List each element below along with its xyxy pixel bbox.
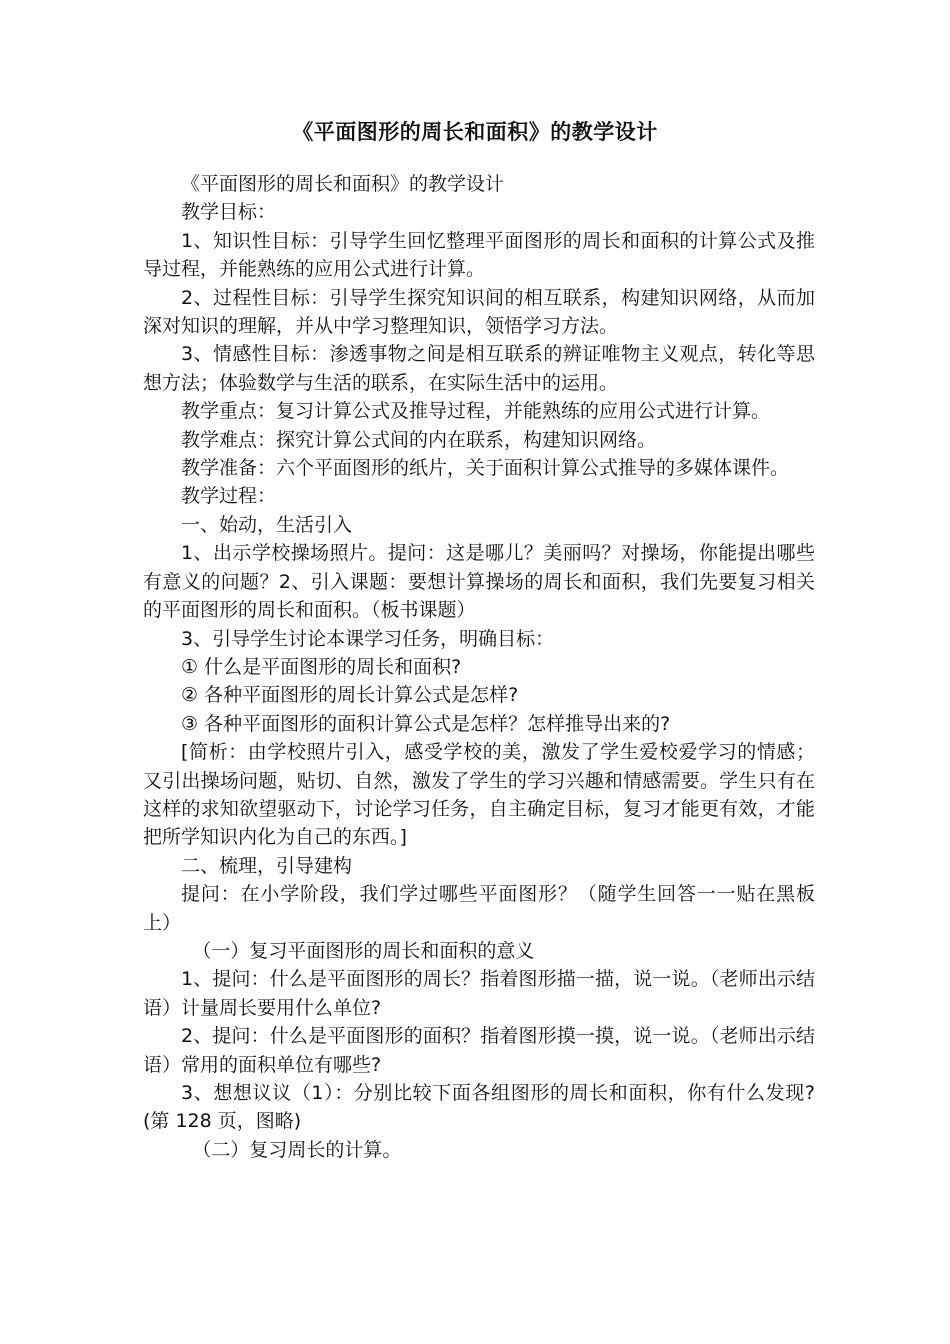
- list-item-goal-1: ① 什么是平面图形的周长和面积?: [181, 655, 462, 678]
- paragraph-objective-knowledge: 1、知识性目标：引导学生回忆整理平面图形的周长和面积的计算公式及推导过程，并能熟练的应用公式进行计算。: [143, 229, 815, 281]
- list-item-goal-2: ② 各种平面图形的周长计算公式是怎样?: [181, 684, 519, 707]
- paragraph-section-two: 二、梳理，引导建构: [181, 854, 353, 877]
- paragraph-section-one: 一、始动，生活引入: [181, 513, 353, 536]
- paragraph-analysis: [简析：由学校照片引入，感受学校的美，激发了学生爱校爱学习的情感；又引出操场问题，贴切、自然，激发了学生的学习兴趣和情感需要。学生只有在这样的求知欲望驱动下，讨论学习任务，自主确定目标，复习才能更有效，才能把所学知识内化为自己的东西。]: [143, 741, 815, 849]
- paragraph-subsection-two: （二）复习周长的计算。: [192, 1138, 402, 1161]
- paragraph-objective-emotion: 3、情感性目标：渗透事物之间是相互联系的辨证唯物主义观点，转化等思想方法；体验数学与生活的联系，在实际生活中的运用。: [143, 343, 815, 394]
- paragraph-difficulties: 教学难点：探究计算公式间的内在联系，构建知识网络。: [181, 428, 657, 451]
- document-body: [143, 170, 815, 1164]
- paragraph-objectives-heading: 教学目标：: [181, 201, 277, 224]
- paragraph-intro-photo: 1、出示学校操场照片。提问：这是哪儿？美丽吗？对操场，你能提出哪些有意义的问题？2、引入课题：要想计算操场的周长和面积，我们先要复习相关的平面图形的周长和面积。（板书课题）: [143, 542, 815, 622]
- list-item-goal-3: ③ 各种平面图形的面积计算公式是怎样？怎样推导出来的?: [181, 712, 671, 735]
- paragraph-objective-process: 2、过程性目标：引导学生探究知识间的相互联系，构建知识网络，从而加深对知识的理解，并从中学习整理知识，领悟学习方法。: [143, 286, 815, 338]
- paragraph-area-meaning: 2、提问：什么是平面图形的面积？指着图形摸一摸，说一说。（老师出示结语）常用的面积单位有哪些?: [143, 1025, 815, 1076]
- paragraph-process-heading: 教学过程：: [181, 485, 277, 508]
- paragraph-think-discuss: 3、想想议议（1）：分别比较下面各组图形的周长和面积，你有什么发现? (第 128 页，图略): [143, 1082, 815, 1133]
- paragraph-discuss-tasks: 3、引导学生讨论本课学习任务，明确目标：: [181, 627, 555, 650]
- paragraph-preparation: 教学准备：六个平面图形的纸片，关于面积计算公式推导的多媒体课件。: [181, 457, 790, 480]
- paragraph-subsection-one: （一）复习平面图形的周长和面积的意义: [192, 939, 535, 962]
- paragraph-question-shapes: 提问：在小学阶段，我们学过哪些平面图形？（随学生回答一一贴在黑板上）: [143, 883, 815, 934]
- document-title: 《平面图形的周长和面积》的教学设计: [292, 120, 658, 144]
- paragraph-key-points: 教学重点：复习计算公式及推导过程，并能熟练的应用公式进行计算。: [181, 400, 771, 423]
- paragraph-subtitle: 《平面图形的周长和面积》的教学设计: [181, 173, 505, 195]
- paragraph-perimeter-meaning: 1、提问：什么是平面图形的周长？指着图形描一描，说一说。（老师出示结语）计量周长要用什么单位?: [143, 968, 815, 1019]
